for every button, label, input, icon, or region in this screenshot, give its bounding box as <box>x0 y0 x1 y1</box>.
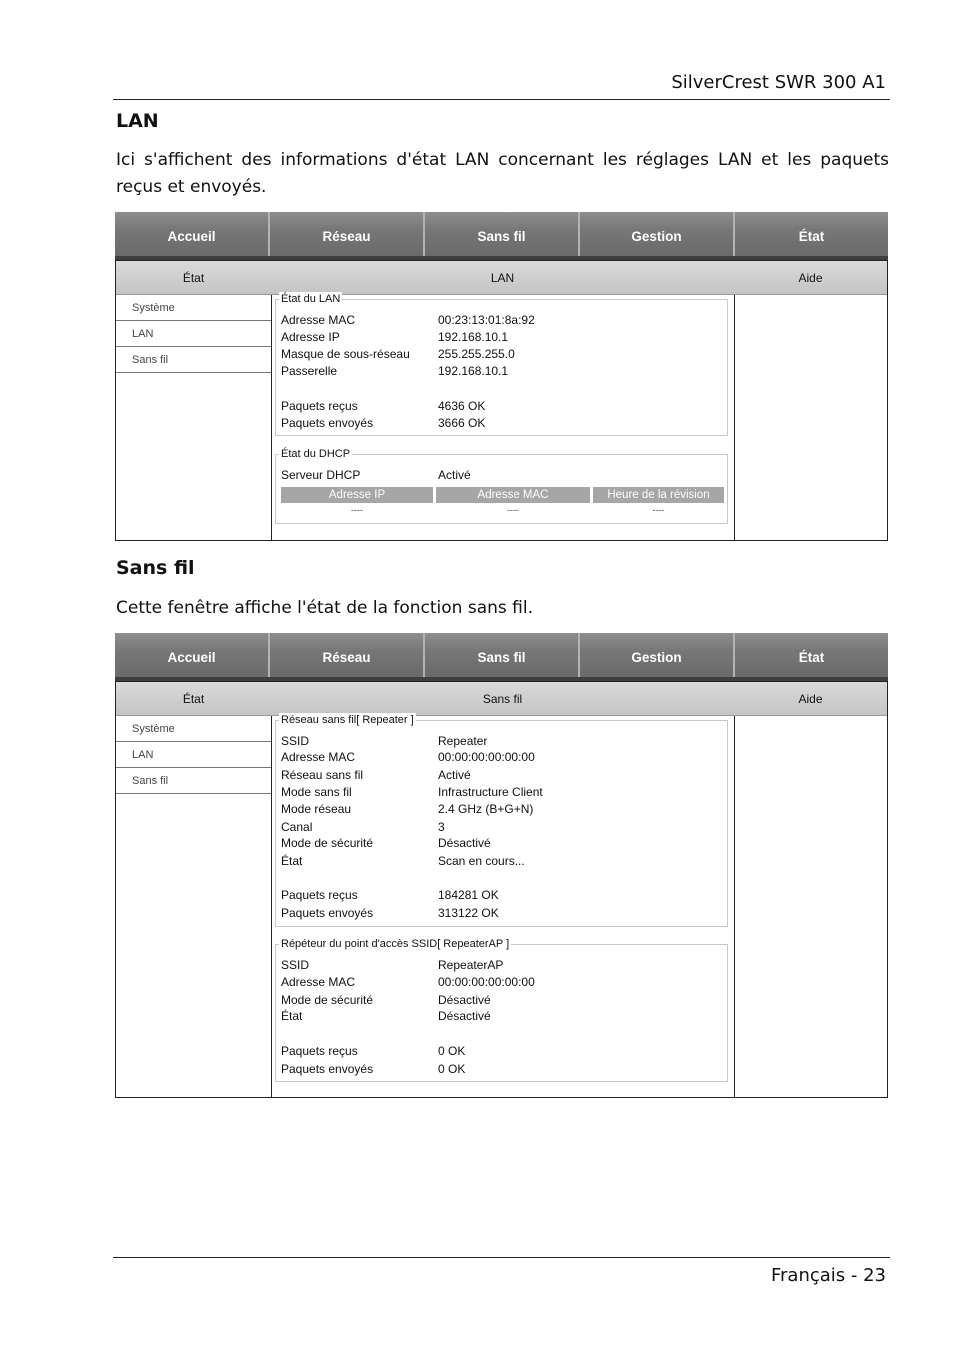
left-menu-title: État <box>116 261 271 295</box>
label-mask: Masque de sous-réseau <box>281 347 410 361</box>
main-panel-title: Sans fil <box>271 682 734 716</box>
menu-item-lan[interactable]: LAN <box>116 321 271 347</box>
content-frame <box>115 681 888 1098</box>
value-security: Désactivé <box>438 836 491 850</box>
main-panel <box>271 682 735 1097</box>
value-tx: 3666 OK <box>438 416 486 430</box>
menu-item-sans-fil[interactable]: Sans fil <box>116 347 271 373</box>
content-frame <box>115 260 888 541</box>
menu-item-systeme[interactable]: Système <box>116 716 271 742</box>
tab-gestion[interactable]: Gestion <box>580 633 735 677</box>
label-tx: Paquets envoyés <box>281 906 374 920</box>
dhcp-col-ip: Adresse IP <box>281 487 433 503</box>
repeater-group <box>275 714 728 927</box>
section-paragraph-lan: Ici s'affichent des informations d'état LAN concernant les réglages LAN et les paquets reçus et envoyés. <box>116 150 889 197</box>
left-menu <box>116 682 272 1097</box>
section-heading-wifi: Sans fil <box>116 557 195 579</box>
help-panel <box>734 261 887 540</box>
tab-accueil[interactable]: Accueil <box>115 212 270 256</box>
value-ap-mac: 00:00:00:00:00:00 <box>438 975 535 989</box>
left-menu-title: État <box>116 682 271 716</box>
value-mac: 00:00:00:00:00:00 <box>438 750 535 764</box>
menu-item-lan[interactable]: LAN <box>116 742 271 768</box>
lan-status-group <box>275 293 728 436</box>
label-ap-security: Mode de sécurité <box>281 993 374 1007</box>
wifi-status-screenshot <box>115 633 888 1098</box>
label-tx: Paquets envoyés <box>281 416 374 430</box>
repeater-ap-group <box>275 938 728 1082</box>
help-panel <box>734 682 887 1097</box>
dhcp-cell-mac: ---- <box>507 505 519 515</box>
page-number: Français - 23 <box>770 1265 886 1286</box>
repeater-legend: Réseau sans fil[ Repeater ] <box>281 714 414 726</box>
tab-accueil[interactable]: Accueil <box>115 633 270 677</box>
main-panel <box>271 261 735 540</box>
label-ssid: SSID <box>281 734 310 748</box>
label-ap-tx: Paquets envoyés <box>281 1062 374 1076</box>
dhcp-status-group <box>275 448 728 524</box>
label-mac: Adresse MAC <box>281 313 356 327</box>
label-network-mode: Mode réseau <box>281 802 352 816</box>
label-ap-state: État <box>281 1009 303 1023</box>
value-ap-tx: 0 OK <box>438 1062 466 1076</box>
help-panel-title: Aide <box>734 261 887 295</box>
document-header-title: SilverCrest SWR 300 A1 <box>671 72 886 93</box>
value-wifi-mode: Infrastructure Client <box>438 785 543 799</box>
value-ap-security: Désactivé <box>438 993 491 1007</box>
dhcp-status-legend: État du DHCP <box>281 448 351 460</box>
value-tx: 313122 OK <box>438 906 499 920</box>
label-ap-ssid: SSID <box>281 958 310 972</box>
value-mask: 255.255.255.0 <box>438 347 515 361</box>
label-wifi-mode: Mode sans fil <box>281 785 352 799</box>
value-ssid: Repeater <box>438 734 488 748</box>
value-state: Scan en cours... <box>438 854 525 868</box>
top-nav-tabs <box>115 633 888 681</box>
label-security: Mode de sécurité <box>281 836 374 850</box>
value-rx: 4636 OK <box>438 399 486 413</box>
dhcp-col-time: Heure de la révision <box>593 487 724 503</box>
tab-gestion[interactable]: Gestion <box>580 212 735 256</box>
value-gateway: 192.168.10.1 <box>438 364 509 378</box>
help-panel-title: Aide <box>734 682 887 716</box>
value-wifi-enabled: Activé <box>438 768 471 782</box>
footer-rule <box>113 1257 890 1258</box>
tab-etat[interactable]: État <box>798 649 825 665</box>
value-network-mode: 2.4 GHz (B+G+N) <box>438 802 534 816</box>
header-rule <box>113 99 890 100</box>
value-ap-ssid: RepeaterAP <box>438 958 504 972</box>
label-wifi-enabled: Réseau sans fil <box>281 768 364 782</box>
label-gateway: Passerelle <box>281 364 338 378</box>
value-ip: 192.168.10.1 <box>438 330 509 344</box>
tab-sans-fil[interactable]: Sans fil <box>425 633 580 677</box>
dhcp-col-mac: Adresse MAC <box>436 487 590 503</box>
label-dhcp-server: Serveur DHCP <box>281 468 361 482</box>
label-channel: Canal <box>281 820 313 834</box>
dhcp-cell-ip: ---- <box>351 505 363 515</box>
left-menu <box>116 261 272 540</box>
label-ap-mac: Adresse MAC <box>281 975 356 989</box>
value-ap-state: Désactivé <box>438 1009 491 1023</box>
label-rx: Paquets reçus <box>281 399 358 413</box>
value-channel: 3 <box>438 820 445 834</box>
label-mac: Adresse MAC <box>281 750 356 764</box>
tab-etat[interactable]: État <box>798 228 825 244</box>
section-heading-lan: LAN <box>116 110 159 132</box>
tab-reseau[interactable]: Réseau <box>270 633 425 677</box>
section-paragraph-wifi: Cette fenêtre affiche l'état de la fonction sans fil. <box>116 598 534 618</box>
top-nav-tabs <box>115 212 888 260</box>
value-mac: 00:23:13:01:8a:92 <box>438 313 535 327</box>
repeater-ap-legend: Répéteur du point d'accès SSID[ RepeaterAP ] <box>281 938 510 950</box>
label-state: État <box>281 854 303 868</box>
menu-item-systeme[interactable]: Système <box>116 295 271 321</box>
main-panel-title: LAN <box>271 261 734 295</box>
menu-item-sans-fil[interactable]: Sans fil <box>116 768 271 794</box>
tab-sans-fil[interactable]: Sans fil <box>425 212 580 256</box>
label-ip: Adresse IP <box>281 330 340 344</box>
lan-status-screenshot <box>115 212 888 541</box>
value-ap-rx: 0 OK <box>438 1044 466 1058</box>
label-ap-rx: Paquets reçus <box>281 1044 358 1058</box>
value-rx: 184281 OK <box>438 888 499 902</box>
lan-status-legend: État du LAN <box>281 293 341 305</box>
label-rx: Paquets reçus <box>281 888 358 902</box>
tab-reseau[interactable]: Réseau <box>270 212 425 256</box>
dhcp-cell-time: ---- <box>652 505 665 515</box>
value-dhcp-server: Activé <box>438 468 471 482</box>
